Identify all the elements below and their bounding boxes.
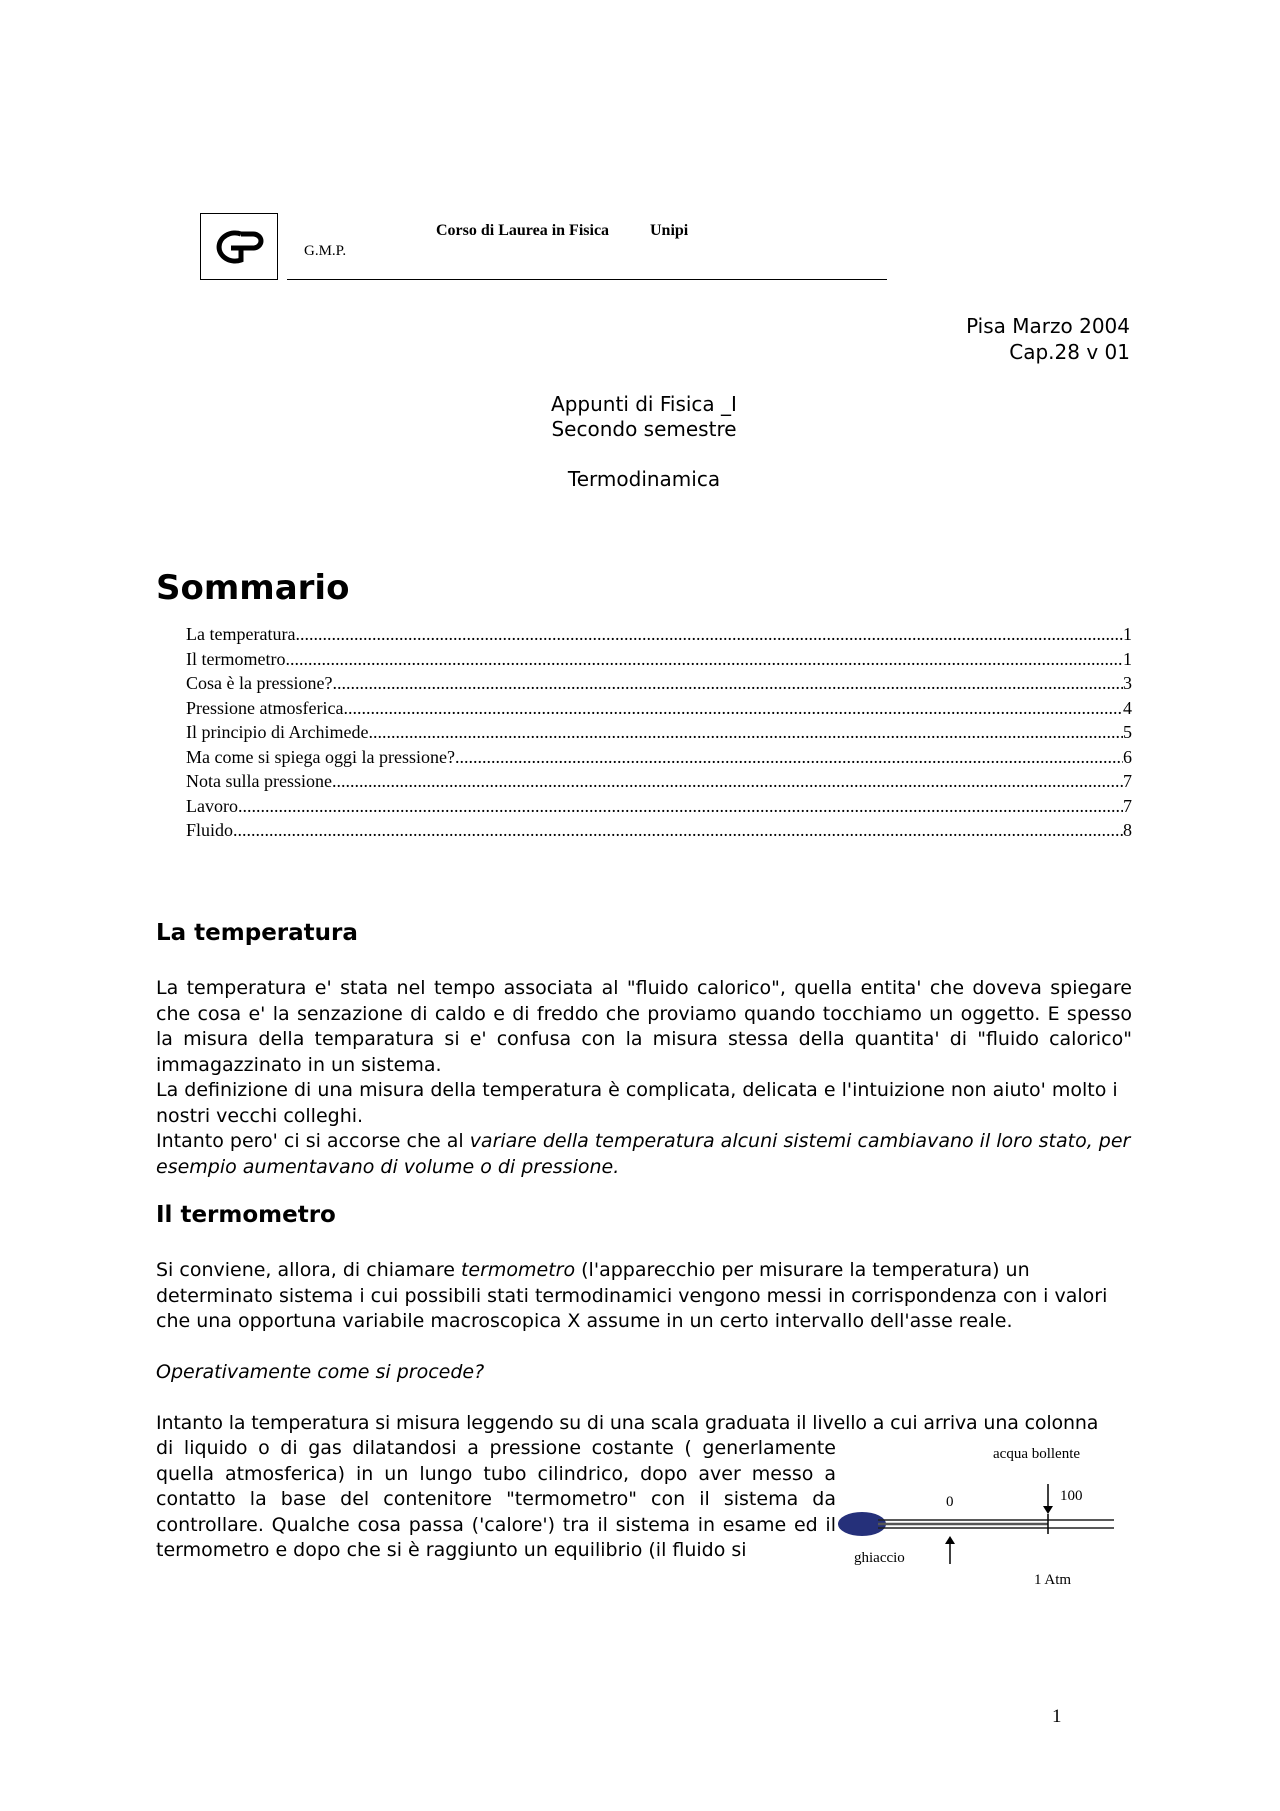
doc-title: Appunti di Fisica _I (551, 392, 737, 416)
paragraph-termometro-2: di liquido o di gas dilatandosi a pressione costante ( generlamente quella atmosferica) in un lungo tubo cilindrico, dopo aver messo a contatto la base del contenitore "termometro" con il sistema da controllare. Qualche cosa passa ('calore') tra il sistema in esame ed il termometro e dopo che si è raggiunto un equilibrio (il fluido si (156, 1437, 836, 1561)
toc-item[interactable] (186, 720, 1132, 745)
org-label: G.M.P. (304, 243, 347, 259)
toc-item-title: Lavoro (186, 795, 238, 816)
paragraph-question (156, 1360, 1132, 1386)
paragraph-italic-text: variare della temperatura alcuni sistemi cambiavano il loro stato, per esempio aumentavano di volume o di pressione. (156, 1130, 1131, 1178)
university-label: Unipi (650, 222, 689, 239)
toc-item-title: La temperatura (186, 624, 296, 644)
toc-item[interactable] (186, 794, 1132, 819)
logo-box (200, 213, 278, 280)
toc-item-page: 1 (1123, 624, 1132, 644)
chapter-label: Cap.28 v 01 (1009, 340, 1130, 364)
toc-item[interactable] (186, 696, 1132, 721)
toc-item-title: Il principio di Archimede (186, 722, 369, 742)
toc-item-title: Cosa è la pressione? (186, 673, 333, 693)
toc-heading: Sommario (156, 568, 350, 608)
toc-item[interactable] (186, 818, 1132, 843)
section-heading-termometro: Il termometro (156, 1202, 336, 1228)
doc-topic: Termodinamica (567, 467, 721, 491)
toc-item-page: 7 (1123, 771, 1132, 791)
toc-item[interactable] (186, 622, 1132, 647)
toc-item-page: 4 (1123, 697, 1132, 718)
label-acqua-bollente: acqua bollente (993, 1446, 1081, 1462)
paragraph-temperatura-3 (156, 1129, 1132, 1180)
paragraph-text: Si conviene, allora, di chiamare (156, 1259, 461, 1281)
paragraph-termometro-2-first-line: Intanto la temperatura si misura leggendo su di una scala graduata il livello a cui arriva una colonna (156, 1412, 1099, 1434)
section-heading-temperatura: La temperatura (156, 920, 358, 946)
label-zero: 0 (946, 1494, 954, 1510)
toc-item[interactable] (186, 671, 1132, 696)
toc-item-title: Pressione atmosferica (186, 697, 344, 718)
paragraph-temperatura-2: La definizione di una misura della temperatura è complicata, delicata e l'intuizione non aiuto' molto i nostri vecchi colleghi. (156, 1079, 1118, 1127)
page-number: 1 (1052, 1706, 1062, 1727)
thermometer-figure (838, 1446, 1118, 1586)
toc-item-page: 5 (1123, 722, 1132, 742)
question-text: Operativamente come si procede? (156, 1361, 485, 1383)
doc-subtitle: Secondo semestre (551, 417, 737, 441)
toc-item-page: 6 (1123, 746, 1132, 767)
toc-item-page: 8 (1123, 820, 1132, 840)
label-hundred: 100 (1060, 1488, 1083, 1504)
paragraph-text: (l'apparecchio per misurare la temperatura) un determinato sistema i cui possibili stati termodinamici vengono messi in corrispondenza con i valori che una opportuna variabile macroscopica X assume in un certo intervallo dell'asse reale. (156, 1259, 1108, 1332)
toc-item-title: Nota sulla pressione (186, 771, 332, 791)
toc-item-title: Ma come si spiega oggi la pressione? (186, 746, 455, 767)
toc-item-title: Il termometro (186, 648, 286, 669)
toc-item-page: 3 (1123, 673, 1132, 693)
paragraph-temperatura-1: La temperatura e' stata nel tempo associata al "fluido calorico", quella entita' che doveva spiegare che cosa e' la senzazione di caldo e di freddo che proviamo quando tocchiamo un oggetto. E spesso la misura della temparatura si e' confusa con la misura stessa della quantita' di "fluido calorico" immagazzinato in un sistema. (156, 977, 1132, 1076)
table-of-contents (186, 622, 1132, 843)
paragraph-italic-text: termometro (460, 1259, 576, 1281)
paragraph-termometro-1 (156, 1258, 1132, 1335)
toc-item-title: Fluido (186, 820, 234, 840)
arrow-down-head (1043, 1506, 1053, 1514)
toc-item-page: 7 (1123, 795, 1132, 816)
toc-item[interactable] (186, 769, 1132, 794)
header-divider (287, 279, 887, 280)
gp-monogram-logo (211, 226, 267, 268)
paragraph-text: Intanto pero' ci si accorse che al (156, 1130, 470, 1152)
place-date: Pisa Marzo 2004 (966, 314, 1130, 338)
toc-item[interactable] (186, 647, 1132, 672)
course-label: Corso di Laurea in Fisica (436, 222, 610, 239)
label-pressure: 1 Atm (1034, 1572, 1072, 1588)
label-ghiaccio: ghiaccio (854, 1550, 905, 1566)
toc-item-page: 1 (1123, 648, 1132, 669)
toc-item[interactable] (186, 745, 1132, 770)
arrow-up-head (945, 1536, 955, 1544)
